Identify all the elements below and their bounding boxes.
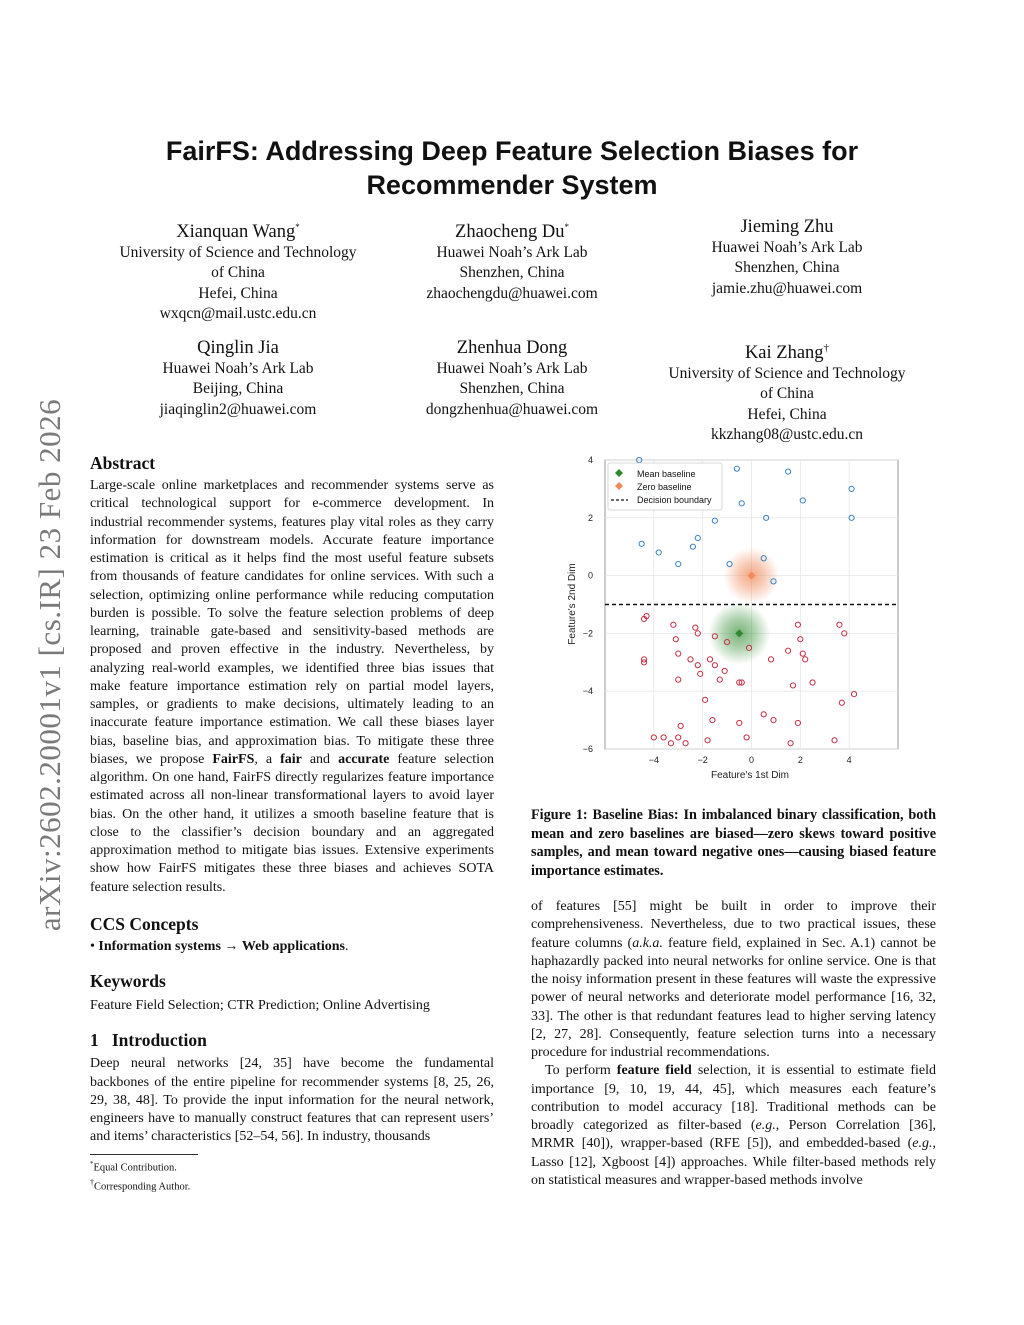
author-block-2: [362, 216, 662, 304]
author-name: Jieming Zhu: [740, 217, 834, 237]
ccs-concepts: • Information systems → Web applications.: [90, 938, 349, 954]
author-name: Qinglin Jia: [197, 338, 279, 358]
ccs-heading: CCS Concepts: [90, 913, 199, 934]
footnote-corresponding-author: †Corresponding Author.: [90, 1178, 191, 1193]
legend-zero-baseline: Zero baseline: [637, 482, 692, 492]
baseline-bias-scatter-chart: [560, 452, 905, 787]
chart-legend: [608, 463, 722, 510]
author-name: Zhaocheng Du*: [455, 222, 569, 243]
author-email: jiaqinglin2@huawei.com: [159, 400, 317, 418]
author-location: Shenzhen, China: [459, 380, 565, 398]
author-email: dongzhenhua@huawei.com: [425, 400, 599, 418]
x-tick-label: 0: [748, 755, 755, 765]
introduction-paragraph-2: To perform feature field selection, it is essential to estimate field importance [9, 10, 19, 44, 45], which measures each feature’s contribution to model accuracy [18]. Traditional methods can be broadly categorized as filter-based (e.g., Person Correlation [36], MRMR [40]), wrapper-based (RFE [5]), and embedded-based (e.g., Lasso [12], Xgboost [4]) approaches. While filter-based methods rely on statistical measures and wrapper-based methods involve: [531, 1063, 936, 1188]
author-affiliation: Huawei Noah’s Ark Lab: [162, 360, 314, 377]
x-tick-label: −2: [697, 755, 708, 765]
arxiv-sidebar: [30, 380, 70, 950]
arxiv-identifier: arXiv:2602.20001v1 [cs.IR] 23 Feb 2026: [32, 398, 67, 932]
right-column: [531, 806, 936, 1190]
y-tick-label: −2: [582, 628, 593, 639]
paper-title: [120, 134, 904, 202]
author-location: Shenzhen, China: [734, 259, 840, 277]
x-tick-label: −4: [648, 755, 659, 765]
author-location: Shenzhen, China: [459, 264, 565, 282]
author-affiliation: Huawei Noah’s Ark Lab: [436, 244, 588, 262]
legend-mean-baseline: Mean baseline: [637, 469, 696, 479]
footnote-rule: [90, 1154, 198, 1155]
author-location: Hefei, China: [198, 284, 278, 302]
title-line-2: Recommender System: [366, 170, 658, 200]
legend-decision-boundary: Decision boundary: [637, 495, 712, 505]
x-axis-label: Feature's 1st Dim: [710, 770, 790, 781]
y-axis-label: Feature's 2nd Dim: [567, 563, 578, 645]
author-block-1: [88, 216, 388, 324]
left-column: [90, 452, 494, 1195]
y-tick-label: 4: [587, 455, 593, 465]
author-affiliation-cont: of China: [211, 264, 265, 282]
author-name: Xianquan Wang*: [176, 222, 300, 243]
y-tick-label: 0: [587, 570, 593, 581]
abstract-heading: Abstract: [90, 453, 156, 473]
author-block-5: [362, 337, 662, 420]
author-block-3: [637, 216, 937, 299]
author-location: Hefei, China: [747, 405, 827, 423]
author-affiliation: University of Science and Technology: [119, 244, 357, 262]
introduction-heading: 1 Introduction: [90, 1030, 207, 1051]
introduction-body: Deep neural networks [24, 35] have become the fundamental backbones of the entire pipeline for recommender systems [8, 25, 26, 29, 38, 48]. To provide the input information for the neural network, engineers have to manually construct features that can represent users’ and items’ characteristics [52–54, 56]. In industry, thousands: [90, 1056, 494, 1145]
author-location: Beijing, China: [192, 380, 284, 398]
author-email: zhaochengdu@huawei.com: [426, 284, 598, 302]
keywords-heading: Keywords: [90, 971, 166, 991]
keywords-text: Feature Field Selection; CTR Prediction; Online Advertising: [90, 998, 430, 1013]
x-tick-label: 4: [846, 755, 852, 765]
author-affiliation: University of Science and Technology: [668, 365, 906, 383]
abstract-body: Large-scale online marketplaces and recommender systems serve as critical technological support for e-commerce development. In industrial recommender systems, features play vital roles as they carry information for downstream models. Accurate feature importance estimation is critical as it helps find the most useful feature subsets from thousands of feature candidates for online services. With such a selection, optimizing online performance while reducing computation burden is possible. To solve the feature selection problems of deep learning, trainable gate-based and sensitivity-based methods are proposed and proven effective in the industry. Nevertheless, by analyzing real-world examples, we identified three bias issues that make feature importance estimation rely on partial model layers, samples, or gradients to make decisions, ultimately leading to an inaccurate feature importance estimation. We call these biases layer bias, baseline bias, and approximation bias. To mitigate these three biases, we propose FairFS, a fair and accurate feature selection algorithm. On one hand, FairFS directly regularizes feature importance estimated across all non-linear transformational layers to avoid layer bias. On the other hand, it utilizes a smooth baseline feature that is close to the classifier’s decision boundary and an aggregated approximation method to mitigate bias issues. Extensive experiments show how FairFS mitigates these three biases and achieves SOTA feature selection results.: [90, 478, 494, 895]
y-tick-label: −4: [582, 686, 593, 697]
author-email: kkzhang08@ustc.edu.cn: [710, 426, 863, 444]
author-block-6: [637, 337, 937, 445]
author-affiliation: Huawei Noah’s Ark Lab: [711, 239, 863, 256]
author-block-4: [88, 337, 388, 420]
x-tick-label: 2: [797, 755, 803, 765]
author-affiliation-cont: of China: [760, 385, 814, 403]
footnote-equal-contribution: *Equal Contribution.: [90, 1159, 177, 1173]
figure-1: [560, 452, 905, 787]
author-email: wxqcn@mail.ustc.edu.cn: [159, 305, 317, 323]
author-affiliation: Huawei Noah’s Ark Lab: [436, 360, 588, 377]
y-tick-label: −6: [582, 744, 593, 754]
author-email: jamie.zhu@huawei.com: [711, 279, 863, 297]
y-tick-label: 2: [587, 512, 593, 523]
figure-1-caption: Figure 1: Baseline Bias: In imbalanced binary classification, both mean and zero baselines are biased—zero skews toward positive samples, and mean toward negative ones—causing biased feature importance estimates.: [531, 807, 936, 879]
title-line-1: FairFS: Addressing Deep Feature Selection Biases for: [165, 136, 859, 166]
introduction-body-continued: of features [55] might be built in order to improve their comprehensiveness. Nevertheless, due to two practical issues, these feature columns (a.k.a. feature field, explained in Sec. A.1) cannot be haphazardly packed into neural networks for online service. One is that the noisy information present in these features will waste the expressive power of neural networks and deteriorate model performance [16, 32, 33]. The other is that redundant features lead to higher serving latency [2, 27, 28]. Consequently, feature selection turns into a necessary procedure for industrial recommendations.: [531, 899, 936, 1060]
author-name: Zhenhua Dong: [456, 338, 568, 358]
author-name: Kai Zhang†: [744, 342, 830, 364]
